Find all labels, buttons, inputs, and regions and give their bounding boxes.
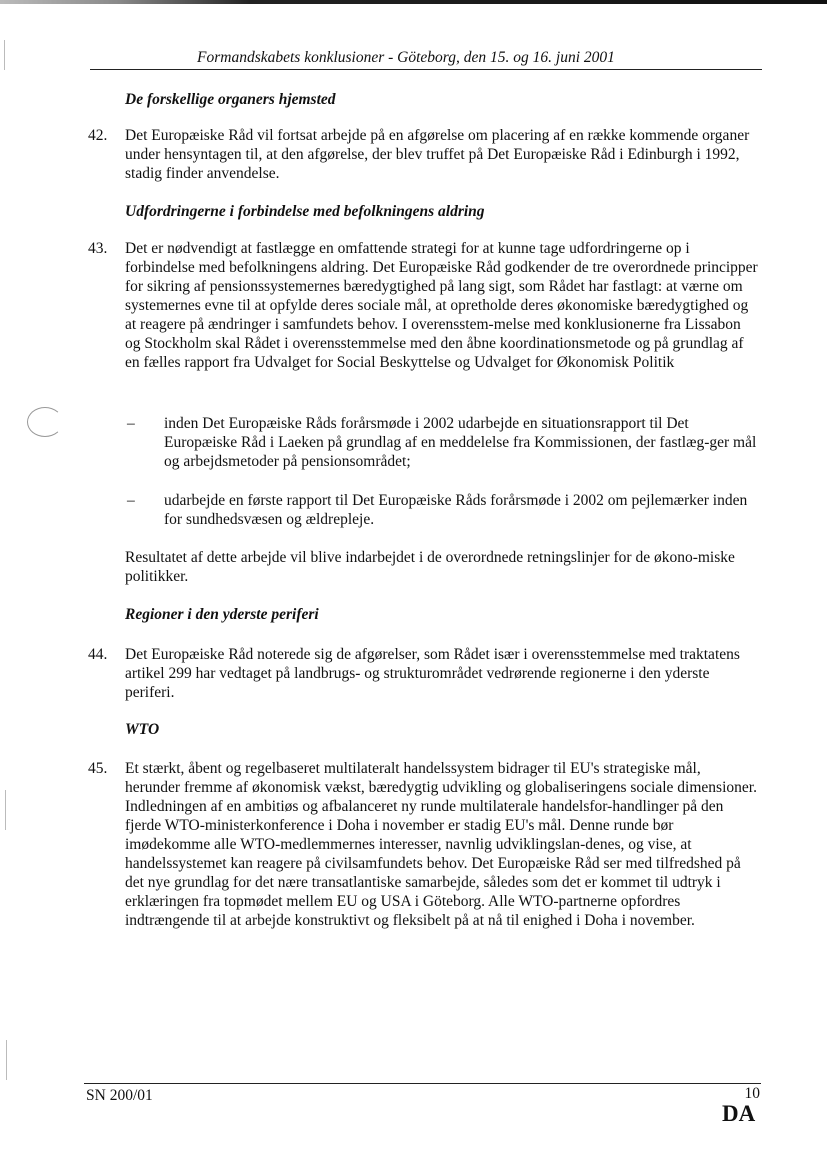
section-heading-organers-hjemsted: De forskellige organers hjemsted [125, 91, 336, 108]
section-heading-wto: WTO [125, 721, 160, 738]
scan-mark [5, 790, 6, 830]
document-code: SN 200/01 [86, 1087, 153, 1104]
paragraph-number: 42. [88, 127, 108, 144]
scan-mark [6, 1040, 7, 1080]
paragraph-44: Det Europæiske Råd noterede sig de afgørelser, som Rådet især i overensstemmelse med traktatens artikel 299 har vedtaget på landbrugs- og strukturområdet vedrørende regionerne i den yderste periferi. [125, 646, 740, 701]
paragraph-43-closing: Resultatet af dette arbejde vil blive indarbejdet i de overordnede retningslinjer for de økono-miske politikker. [125, 549, 735, 585]
footer-divider [84, 1083, 761, 1084]
paragraph-number: 45. [88, 760, 108, 777]
section-heading-yderste-periferi: Regioner i den yderste periferi [125, 606, 319, 623]
page-number: 10 [744, 1085, 760, 1102]
bullet-dash: – [127, 492, 135, 509]
paragraph-45: Et stærkt, åbent og regelbaseret multilateralt handelssystem bidrager til EU's strategiske mål, herunder fremme af økonomisk vækst, bæredygtig udvikling og globaliseringens sociale dimensioner. Indledningen af en ambitiøs og afbalanceret ny runde multilaterale handelsfor-handlinger på den fjerde WTO-ministerkonference i Doha i november er stadig EU's mål. Denne runde bør imødekomme alle WTO-medlemmernes interesser, navnlig udviklingslan-denes, og vise, at handelssystemet kan reagere på civilsamfundets behov. Det Europæiske Råd ser med tilfredshed på det nye grundlag for det nære transatlantiske samarbejde, således som det er kommet til udtryk i erklæringen fra topmødet mellem EU og USA i Göteborg. Alle WTO-partnerne opfordres indtrængende til at arbejde konstruktivt og fleksibelt på at nå til enighed i Doha i november. [125, 760, 757, 929]
bullet-item: udarbejde en første rapport til Det Europæiske Råds forårsmøde i 2002 om pejlemærker inden for sundhedsvæsen og ældrepleje. [164, 492, 748, 528]
header-divider [90, 69, 762, 70]
punch-hole-mark [27, 407, 63, 437]
running-header: Formandskabets konklusioner - Göteborg, den 15. og 16. juni 2001 [197, 49, 615, 66]
bullet-item: inden Det Europæiske Råds forårsmøde i 2002 udarbejde en situationsrapport til Det Europæiske Råd i Laeken på grundlag af en meddelelse fra Kommissionen, der fastlæg-ger mål og arbejdsmetoder på pensionsområdet; [164, 415, 757, 470]
paragraph-number: 44. [88, 646, 108, 663]
paragraph-number: 43. [88, 240, 108, 257]
scan-mark [4, 40, 5, 70]
scan-top-edge [0, 0, 827, 4]
paragraph-43: Det er nødvendigt at fastlægge en omfattende strategi for at kunne tage udfordringerne op i forbindelse med befolkningens aldring. Det Europæiske Råd godkender de tre overordnede principper for sikring af pensionssystemernes bæredygtighed på lang sigt, som Rådet har fastlagt: at værne om systemernes evne til at opfylde deres sociale mål, at opretholde deres økonomiske bæredygtighed og at reagere på ændringer i samfundets behov. I overensstem-melse med konklusionerne fra Lissabon og Stockholm skal Rådet i overensstemmelse med den åbne koordinationsmetode og på grundlag af en fælles rapport fra Udvalget for Social Beskyttelse og Udvalget for Økonomisk Politik [125, 240, 758, 371]
paragraph-42: Det Europæiske Råd vil fortsat arbejde på en afgørelse om placering af en række kommende organer under hensyntagen til, at den afgørelse, der blev truffet på Det Europæiske Råd i Edinburgh i 1992, stadig finder anvendelse. [125, 127, 750, 182]
language-code: DA [722, 1101, 756, 1126]
bullet-dash: – [127, 415, 135, 432]
section-heading-befolkningens-aldring: Udfordringerne i forbindelse med befolkningens aldring [125, 203, 485, 220]
